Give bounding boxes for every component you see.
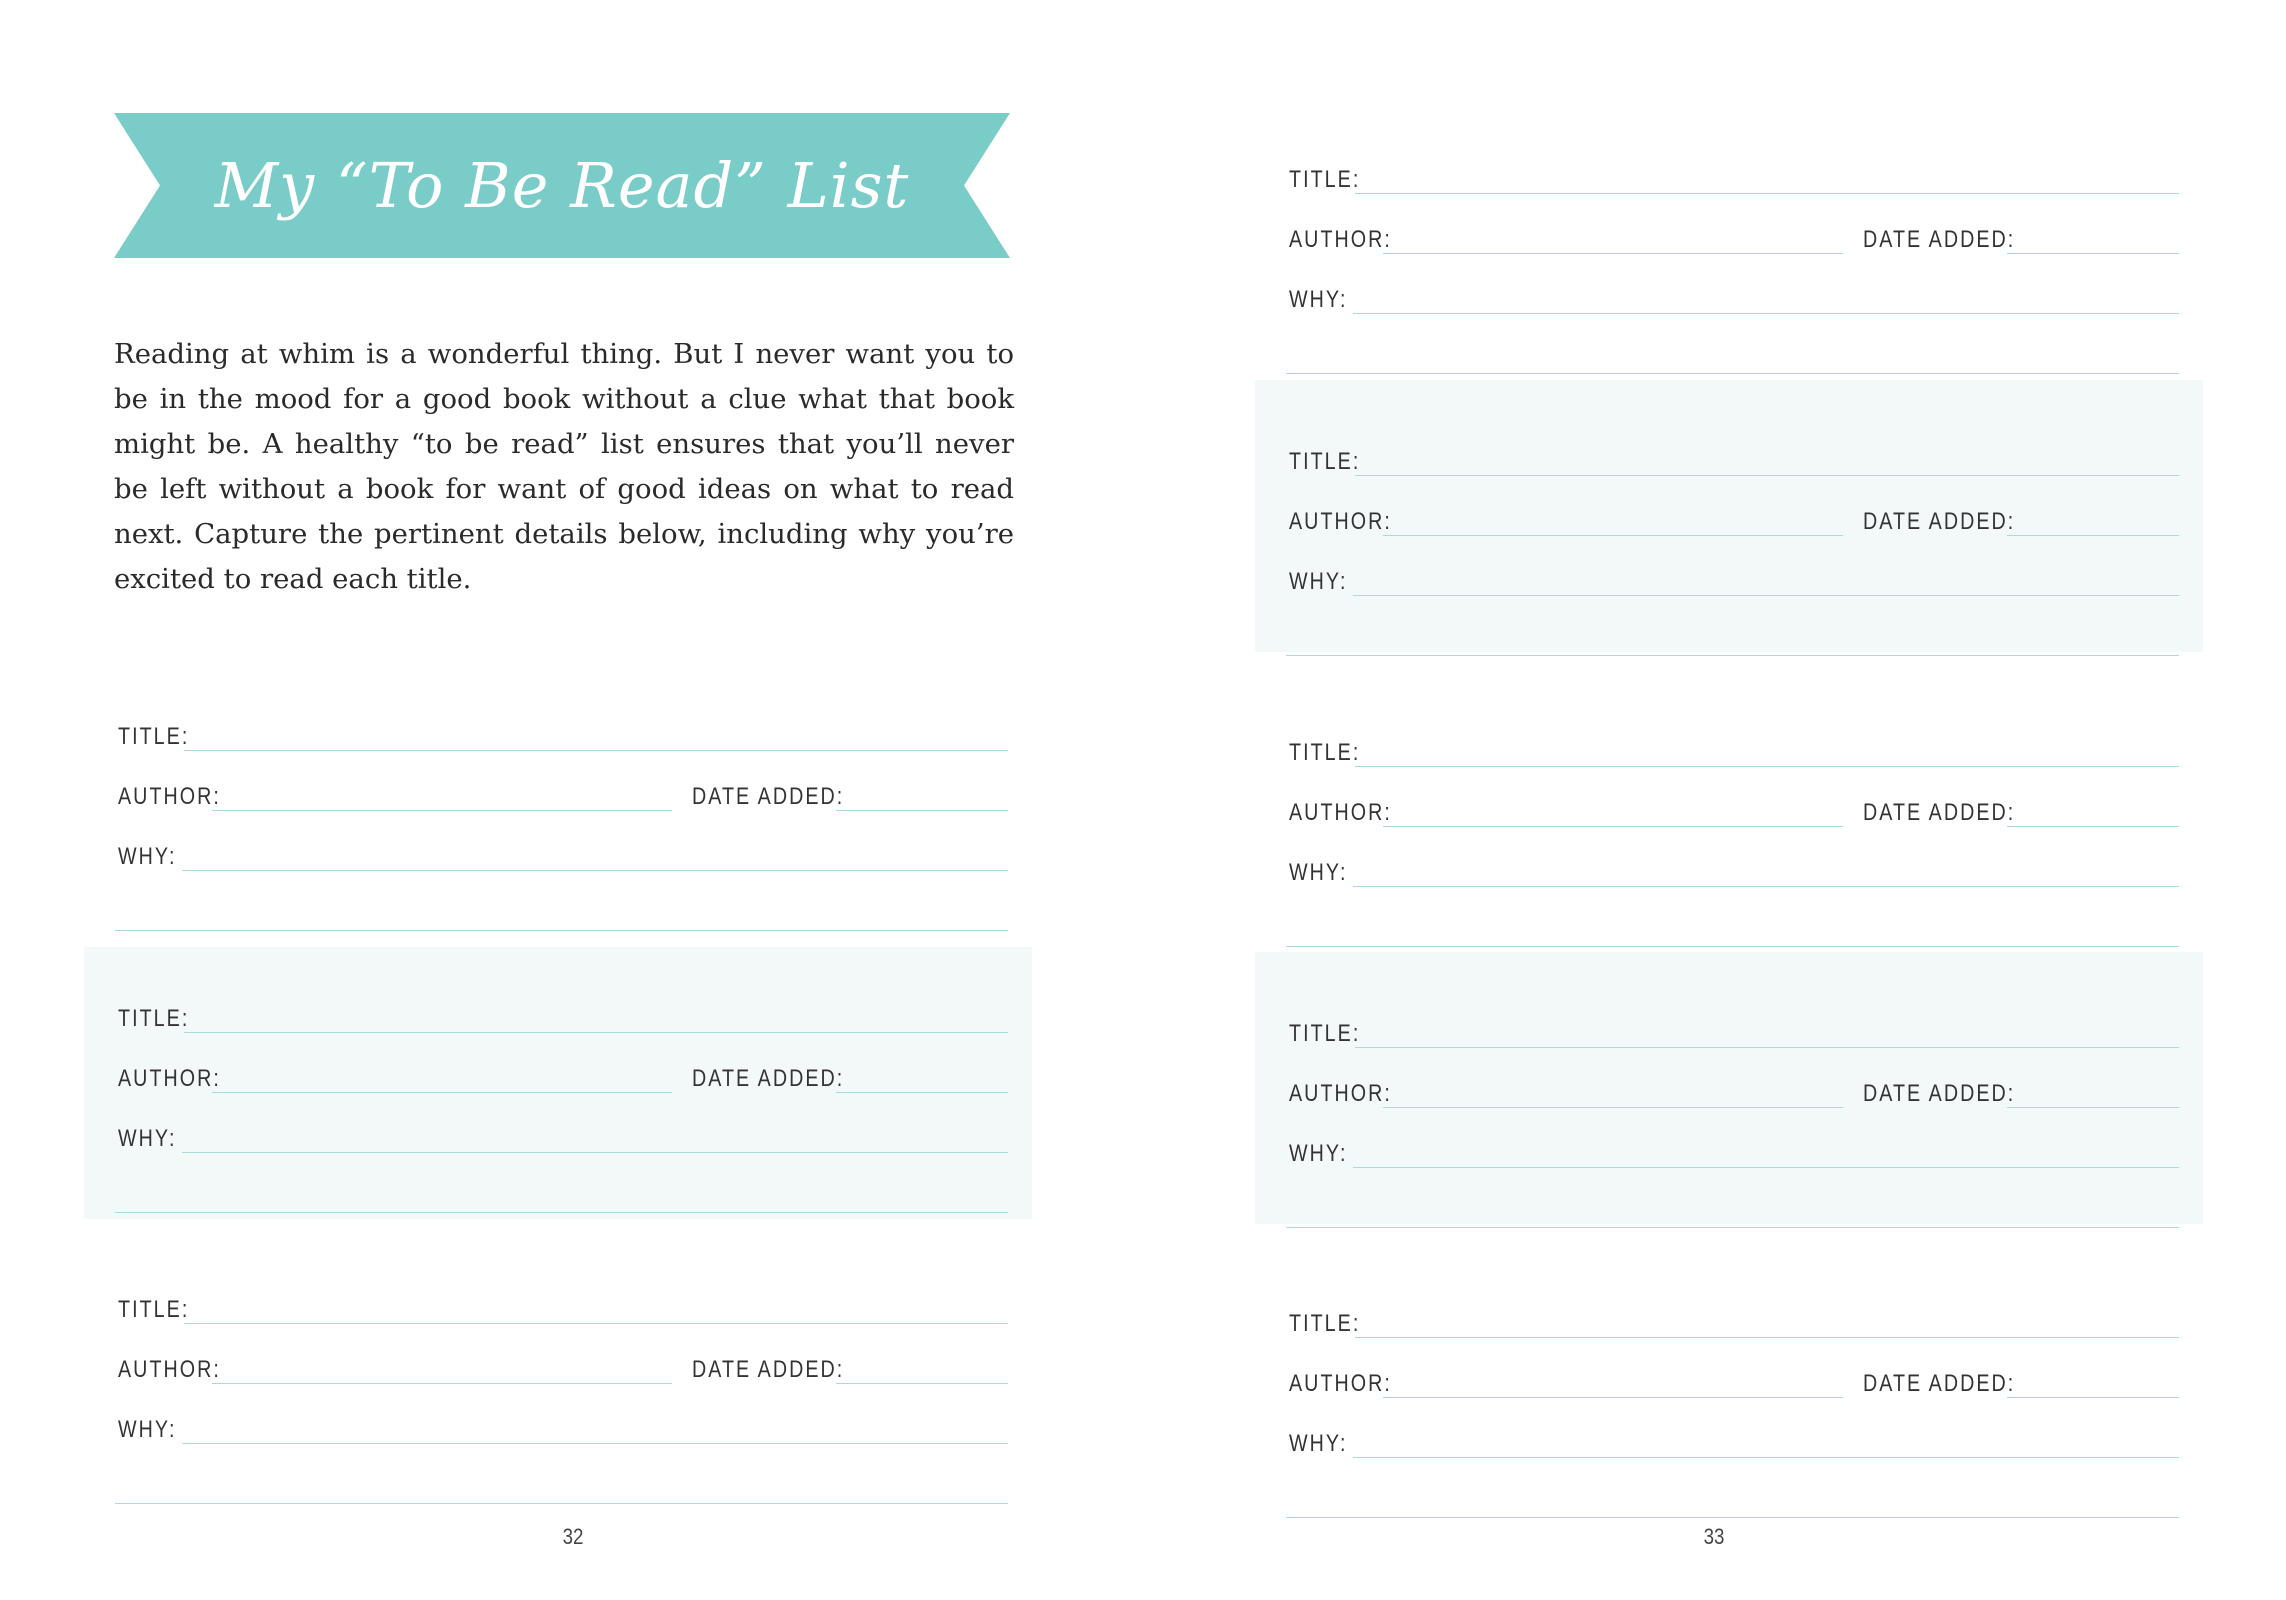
page-number: 32 (562, 1524, 584, 1549)
date-added-label: DATE ADDED: (1863, 508, 2016, 535)
why-label: WHY: (118, 1416, 177, 1443)
why-extra-row (1286, 909, 2179, 949)
author-field[interactable] (1383, 1397, 1843, 1398)
date-added-field[interactable] (2007, 1107, 2179, 1108)
title-field[interactable] (1355, 475, 2179, 476)
author-row (118, 1346, 1008, 1386)
why-extra-field[interactable] (1286, 1517, 2179, 1518)
why-row (1289, 558, 2179, 598)
date-added-field[interactable] (2007, 253, 2179, 254)
date-added-field[interactable] (836, 1383, 1008, 1384)
title-row (118, 995, 1008, 1035)
author-field[interactable] (212, 810, 672, 811)
title-banner (114, 113, 1010, 258)
why-extra-field[interactable] (1286, 946, 2179, 947)
why-field[interactable] (1353, 1167, 2179, 1168)
page-title: My “To Be Read” List (214, 149, 910, 222)
why-label: WHY: (1289, 1430, 1348, 1457)
author-label: AUTHOR: (1289, 508, 1392, 535)
why-extra-field[interactable] (115, 1212, 1008, 1213)
title-field[interactable] (184, 1323, 1008, 1324)
title-label: TITLE: (118, 1005, 190, 1032)
author-label: AUTHOR: (118, 1065, 221, 1092)
author-field[interactable] (1383, 826, 1843, 827)
author-field[interactable] (1383, 1107, 1843, 1108)
why-extra-field[interactable] (1286, 1227, 2179, 1228)
date-added-field[interactable] (836, 1092, 1008, 1093)
why-extra-row (115, 1466, 1008, 1506)
title-field[interactable] (184, 750, 1008, 751)
title-field[interactable] (1355, 766, 2179, 767)
why-label: WHY: (1289, 286, 1348, 313)
date-added-label: DATE ADDED: (1863, 1370, 2016, 1397)
right-page (1143, 0, 2286, 1600)
title-field[interactable] (1355, 193, 2179, 194)
title-row (118, 713, 1008, 753)
why-extra-field[interactable] (1286, 373, 2179, 374)
author-row (1289, 789, 2179, 829)
why-extra-field[interactable] (115, 1503, 1008, 1504)
title-field[interactable] (1355, 1337, 2179, 1338)
why-label: WHY: (118, 843, 177, 870)
date-added-label: DATE ADDED: (1863, 226, 2016, 253)
why-row (1289, 1130, 2179, 1170)
why-row (118, 1406, 1008, 1446)
date-added-field[interactable] (2007, 535, 2179, 536)
why-label: WHY: (118, 1125, 177, 1152)
title-row (1289, 1010, 2179, 1050)
title-field[interactable] (184, 1032, 1008, 1033)
page-number: 33 (1703, 1524, 1725, 1549)
title-label: TITLE: (1289, 1020, 1361, 1047)
title-label: TITLE: (1289, 739, 1361, 766)
intro-paragraph: Reading at whim is a wonderful thing. But I never want you to be in the mood for a good book without a clue what that book might be. A healthy “to be read” list ensures that you’ll never be left without a book for want of good ideas on what to read next. Capture the pertinent details below, including why you’re excited to read each title. (114, 338, 1014, 595)
author-row (1289, 1070, 2179, 1110)
book-entry (1255, 952, 2203, 1224)
why-extra-field[interactable] (1286, 655, 2179, 656)
date-added-label: DATE ADDED: (1863, 799, 2016, 826)
why-extra-row (1286, 1480, 2179, 1520)
why-row (1289, 849, 2179, 889)
title-label: TITLE: (1289, 1310, 1361, 1337)
author-label: AUTHOR: (1289, 799, 1392, 826)
book-entry (1255, 380, 2203, 652)
author-label: AUTHOR: (118, 783, 221, 810)
book-entry (1255, 98, 2203, 370)
why-row (118, 833, 1008, 873)
why-label: WHY: (1289, 859, 1348, 886)
why-extra-field[interactable] (115, 930, 1008, 931)
date-added-label: DATE ADDED: (692, 783, 845, 810)
why-label: WHY: (1289, 568, 1348, 595)
title-row (118, 1286, 1008, 1326)
date-added-label: DATE ADDED: (692, 1065, 845, 1092)
why-field[interactable] (182, 1443, 1008, 1444)
title-label: TITLE: (118, 723, 190, 750)
author-row (1289, 1360, 2179, 1400)
why-row (118, 1115, 1008, 1155)
author-field[interactable] (212, 1383, 672, 1384)
title-label: TITLE: (1289, 166, 1361, 193)
author-label: AUTHOR: (118, 1356, 221, 1383)
book-entry (1255, 671, 2203, 943)
why-field[interactable] (1353, 1457, 2179, 1458)
title-label: TITLE: (1289, 448, 1361, 475)
book-entry (84, 665, 1032, 937)
date-added-field[interactable] (2007, 826, 2179, 827)
why-extra-row (115, 1175, 1008, 1215)
book-entry (1255, 1242, 2203, 1514)
book-entry (84, 947, 1032, 1219)
title-row (1289, 1300, 2179, 1340)
why-extra-row (1286, 1190, 2179, 1230)
why-extra-row (1286, 336, 2179, 376)
title-field[interactable] (1355, 1047, 2179, 1048)
why-row (1289, 1420, 2179, 1460)
author-row (118, 1055, 1008, 1095)
author-label: AUTHOR: (1289, 1370, 1392, 1397)
title-row (1289, 729, 2179, 769)
author-label: AUTHOR: (1289, 1080, 1392, 1107)
author-label: AUTHOR: (1289, 226, 1392, 253)
author-row (1289, 216, 2179, 256)
author-row (1289, 498, 2179, 538)
date-added-field[interactable] (836, 810, 1008, 811)
why-field[interactable] (182, 870, 1008, 871)
title-row (1289, 156, 2179, 196)
title-row (1289, 438, 2179, 478)
date-added-field[interactable] (2007, 1397, 2179, 1398)
why-label: WHY: (1289, 1140, 1348, 1167)
title-label: TITLE: (118, 1296, 190, 1323)
author-row (118, 773, 1008, 813)
why-field[interactable] (1353, 313, 2179, 314)
why-extra-row (115, 893, 1008, 933)
why-field[interactable] (1353, 886, 2179, 887)
why-extra-row (1286, 618, 2179, 658)
why-field[interactable] (1353, 595, 2179, 596)
why-row (1289, 276, 2179, 316)
date-added-label: DATE ADDED: (1863, 1080, 2016, 1107)
author-field[interactable] (212, 1092, 672, 1093)
author-field[interactable] (1383, 253, 1843, 254)
author-field[interactable] (1383, 535, 1843, 536)
date-added-label: DATE ADDED: (692, 1356, 845, 1383)
why-field[interactable] (182, 1152, 1008, 1153)
book-entry (84, 1238, 1032, 1510)
